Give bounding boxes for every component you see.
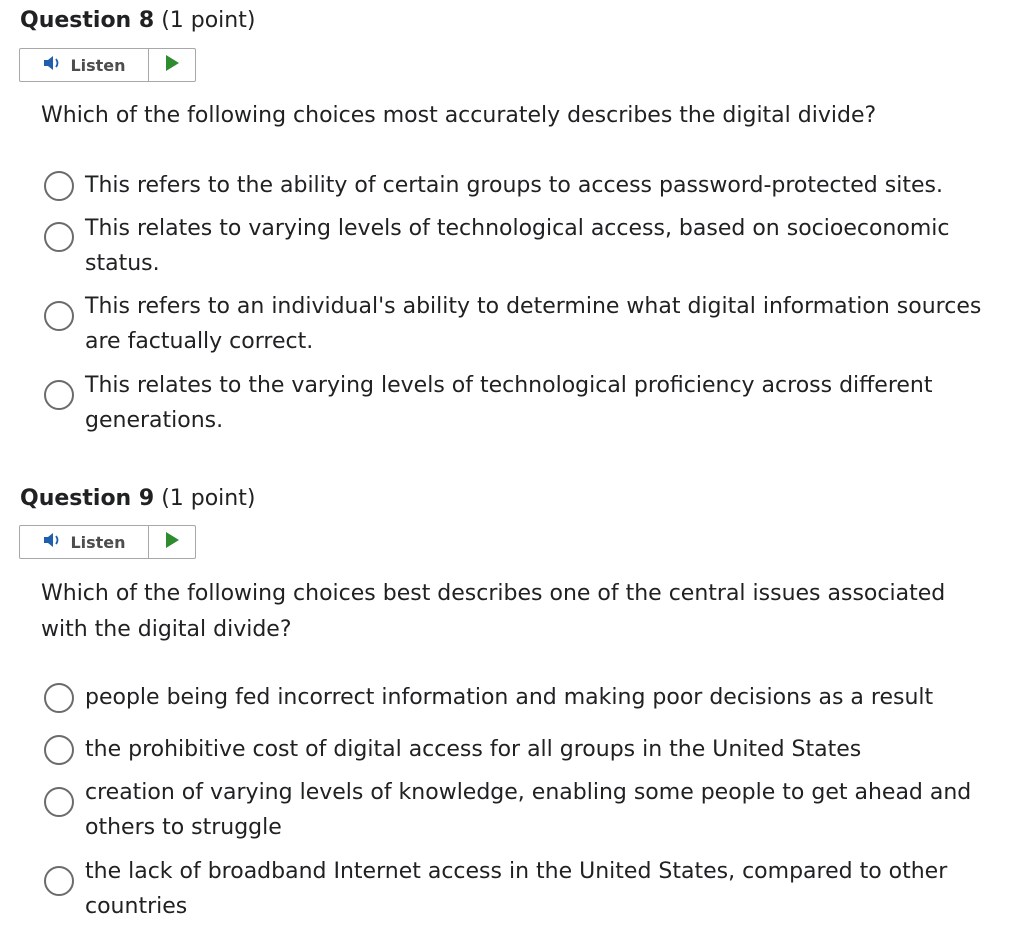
listen-label: Listen: [70, 55, 126, 75]
option-label[interactable]: This refers to an individual's ability to determine what digital information sources are factually correct.: [85, 294, 982, 354]
option-label[interactable]: This refers to the ability of certain groups to access password-protected sites.: [85, 173, 943, 198]
option-label[interactable]: creation of varying levels of knowledge, enabling some people to get ahead and others to struggle: [85, 780, 972, 840]
radio-button[interactable]: [44, 171, 74, 201]
play-button[interactable]: [149, 49, 195, 81]
question-number: Question 8: [20, 8, 155, 33]
radio-button[interactable]: [44, 222, 74, 252]
listen-label: Listen: [70, 532, 126, 552]
speaker-icon: [42, 54, 64, 76]
question-prompt: Which of the following choices best describes one of the central issues associated with the digital divide?: [41, 581, 946, 642]
question-number: Question 9: [20, 486, 155, 511]
question-8-title: [20, 8, 255, 34]
option-label[interactable]: people being fed incorrect information and making poor decisions as a result: [85, 685, 934, 710]
question-prompt: Which of the following choices most accurately describes the digital divide?: [41, 103, 877, 128]
option-label[interactable]: the prohibitive cost of digital access for all groups in the United States: [85, 737, 862, 762]
radio-button[interactable]: [44, 683, 74, 713]
option-label[interactable]: This relates to the varying levels of technological proficiency across different generations.: [85, 373, 933, 433]
option-label[interactable]: the lack of broadband Internet access in the United States, compared to other countries: [85, 859, 948, 919]
radio-button[interactable]: [44, 787, 74, 817]
play-icon: [164, 531, 180, 553]
radio-button[interactable]: [44, 380, 74, 410]
radio-button[interactable]: [44, 735, 74, 765]
listen-button[interactable]: [20, 526, 149, 558]
question-points: (1 point): [161, 486, 256, 511]
speaker-icon: [42, 531, 64, 553]
radio-button[interactable]: [44, 866, 74, 896]
question-9-title: [20, 486, 255, 512]
play-icon: [164, 54, 180, 76]
question-points: (1 point): [161, 8, 256, 33]
listen-control-q9: [19, 525, 196, 559]
radio-button[interactable]: [44, 301, 74, 331]
listen-control-q8: [19, 48, 196, 82]
option-label[interactable]: This relates to varying levels of technological access, based on socioeconomic status.: [85, 216, 950, 276]
play-button[interactable]: [149, 526, 195, 558]
listen-button[interactable]: [20, 49, 149, 81]
